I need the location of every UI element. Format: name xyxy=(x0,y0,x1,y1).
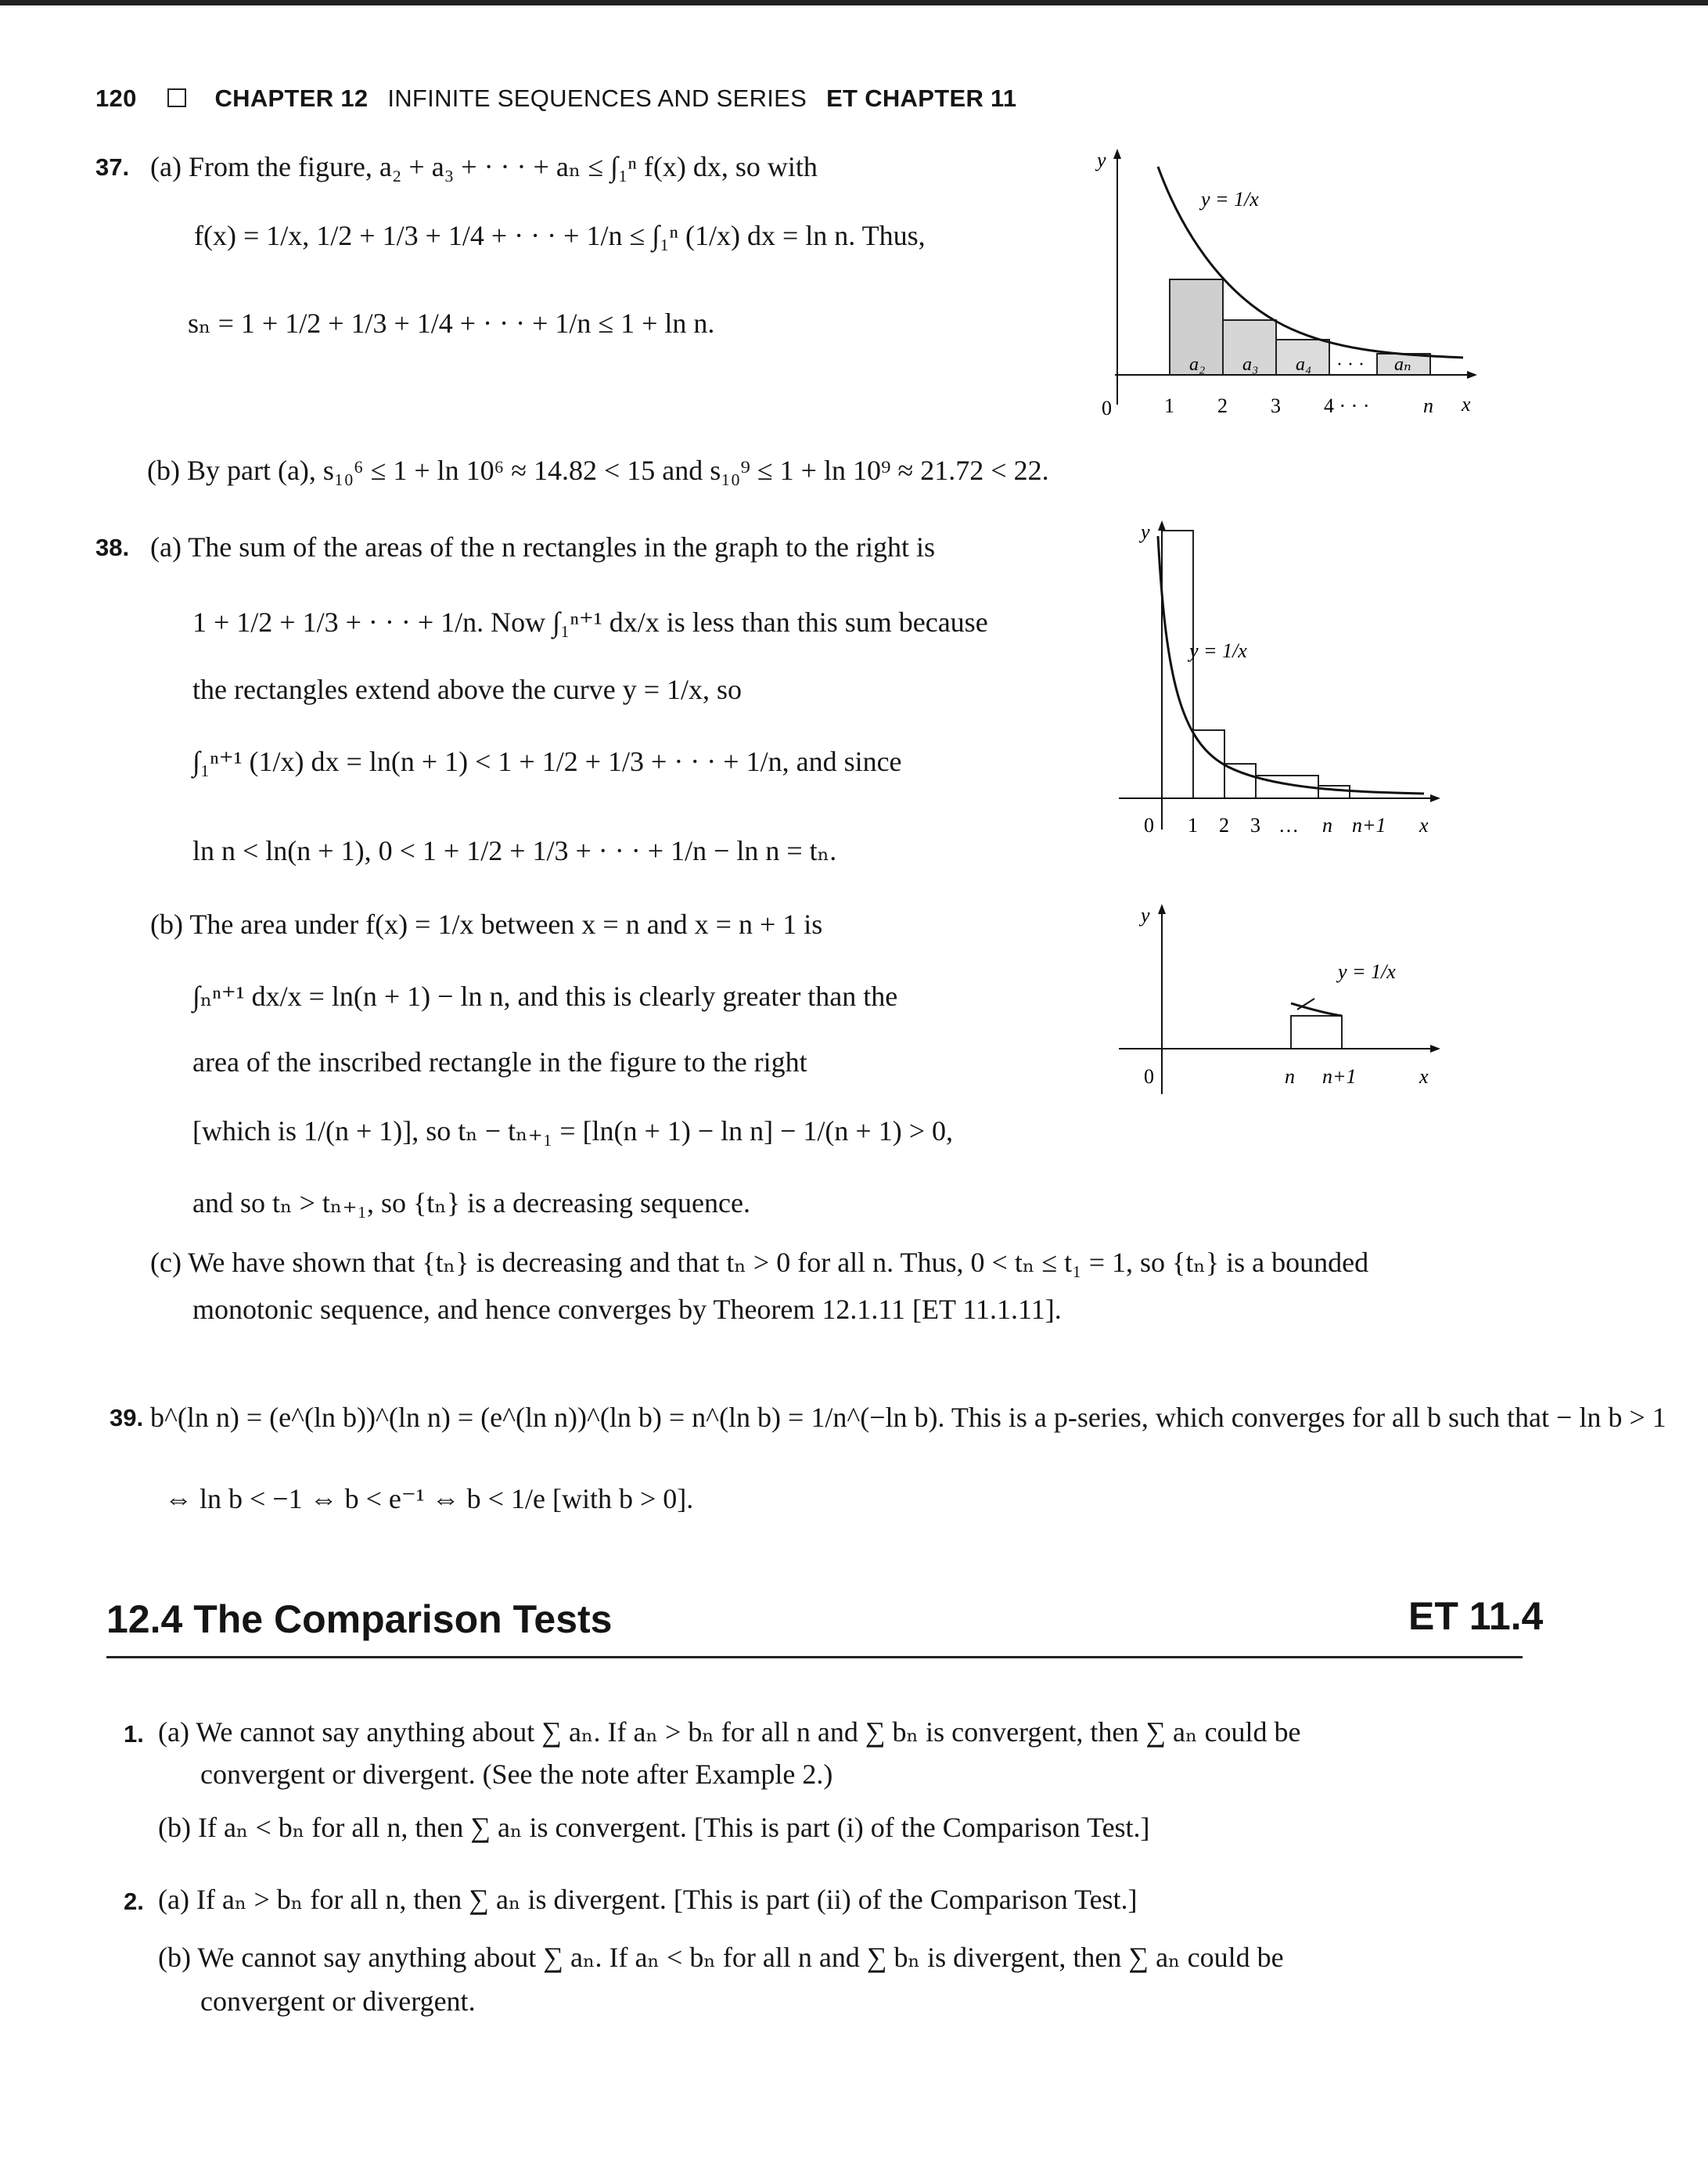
p38-a-line3: the rectangles extend above the curve y = 1/x, so xyxy=(192,674,743,705)
top-rule xyxy=(0,0,1708,5)
running-header xyxy=(95,85,1016,113)
p38-a-line5: ln n < ln(n + 1), 0 < 1 + 1/2 + 1/3 + · · · + 1/n − ln n = tₙ. xyxy=(192,835,837,866)
exercise-number-2: 2. xyxy=(124,1888,144,1915)
section-title: 12.4 The Comparison Tests xyxy=(106,1597,613,1641)
fig2-y-label: y xyxy=(1141,520,1150,543)
fig3-x-label: x xyxy=(1419,1065,1429,1088)
et-chapter-label: ET CHAPTER 11 xyxy=(826,85,1017,112)
s2-b-line1: (b) We cannot say anything about ∑ aₙ. If aₙ < bₙ for all n and ∑ bₙ is divergent, then ∑ aₙ could be xyxy=(158,1942,1284,1973)
p37-a-line2: f(x) = 1/x, 1/2 + 1/3 + 1/4 + · · · + 1/n ≤ ∫₁ⁿ (1/x) dx = ln n. Thus, xyxy=(194,220,926,251)
problem-number-37: 37. xyxy=(95,153,130,181)
p37-b-line: (b) By part (a), s₁₀⁶ ≤ 1 + ln 10⁶ ≈ 14.82 < 15 and s₁₀⁹ ≤ 1 + ln 10⁹ ≈ 21.72 < 22. xyxy=(147,455,1049,486)
chapter-title: INFINITE SEQUENCES AND SERIES xyxy=(387,85,807,112)
fig1-label-an: aₙ xyxy=(1394,355,1411,375)
p38-a-line1: (a) The sum of the areas of the n rectangles in the graph to the right is xyxy=(150,531,936,563)
p38-a-line2: 1 + 1/2 + 1/3 + · · · + 1/n. Now ∫₁ⁿ⁺¹ dx/x is less than this sum because xyxy=(192,607,988,638)
problem-number-38: 38. xyxy=(95,534,130,561)
fig2-rectangles xyxy=(1162,531,1350,798)
fig2-x-label: x xyxy=(1419,814,1429,837)
problem-number-39: 39. xyxy=(110,1404,144,1431)
s2-a-line: (a) If aₙ > bₙ for all n, then ∑ aₙ is divergent. [This is part (ii) of the Comparison Test.] xyxy=(158,1884,1138,1915)
p37-a-line3: sₙ = 1 + 1/2 + 1/3 + 1/4 + · · · + 1/n ≤ 1 + ln n. xyxy=(188,308,715,339)
fig2-origin: 0 xyxy=(1144,814,1154,837)
p38-c-line2: monotonic sequence, and hence converges by Theorem 12.1.11 [ET 11.1.11]. xyxy=(192,1294,1062,1325)
s1-b-line: (b) If aₙ < bₙ for all n, then ∑ aₙ is convergent. [This is part (i) of the Comparison Test.] xyxy=(158,1812,1150,1843)
square-icon xyxy=(167,88,186,107)
p38-b-line1: (b) The area under f(x) = 1/x between x = n and x = n + 1 is xyxy=(150,909,823,940)
fig3-tick-n: n xyxy=(1285,1065,1295,1088)
fig3-curve-label: y = 1/x xyxy=(1338,960,1396,983)
figure-1-integral-test xyxy=(1072,145,1479,430)
fig1-label-a2: a₂ xyxy=(1189,355,1206,375)
fig2-tick-n: n xyxy=(1322,814,1332,837)
fig1-origin: 0 xyxy=(1102,397,1112,419)
figure-3-inscribed-rectangle xyxy=(1103,900,1463,1100)
p37-a-line1: (a) From the figure, a₂ + a₃ + · · · + aₙ ≤ ∫₁ⁿ f(x) dx, so with xyxy=(150,151,818,182)
fig3-tick-n1: n+1 xyxy=(1322,1065,1357,1088)
fig1-tick-4: 4 · · · xyxy=(1324,394,1370,417)
fig1-x-label: x xyxy=(1462,393,1471,416)
fig2-rect-3 xyxy=(1224,764,1256,798)
p38-b-line4: [which is 1/(n + 1)], so tₙ − tₙ₊₁ = [ln(n + 1) − ln n] − 1/(n + 1) > 0, xyxy=(192,1115,954,1147)
p38-b-line3: area of the inscribed rectangle in the figure to the right xyxy=(192,1046,807,1078)
fig2-tick-1: 1 xyxy=(1188,814,1198,837)
fig2-tick-2: 2 xyxy=(1219,814,1229,837)
figure-2-harmonic-rectangles xyxy=(1103,517,1463,837)
fig2-curve xyxy=(1158,536,1424,794)
fig1-tick-n: n xyxy=(1423,394,1433,417)
fig1-curve-label: y = 1/x xyxy=(1201,188,1259,211)
p38-c-line1: (c) We have shown that {tₙ} is decreasing and that tₙ > 0 for all n. Thus, 0 < tₙ ≤ t₁ = 1, so {tₙ} is a bounded xyxy=(150,1247,1369,1278)
fig1-tick-2: 2 xyxy=(1217,394,1228,417)
page-number: 120 xyxy=(95,85,137,112)
exercise-number-1: 1. xyxy=(124,1720,144,1748)
p38-a-line4: ∫₁ⁿ⁺¹ (1/x) dx = ln(n + 1) < 1 + 1/2 + 1/3 + · · · + 1/n, and since xyxy=(192,746,902,777)
p39-line1: b^(ln n) = (e^(ln b))^(ln n) = (e^(ln n))^(ln b) = n^(ln b) = 1/n^(−ln b). This is a p-series, which converges for all b such that − ln b > 1 xyxy=(150,1402,1667,1433)
fig2-tick-dots: … xyxy=(1278,814,1299,837)
fig1-label-dots: · · · xyxy=(1336,355,1365,375)
s2-b-line2: convergent or divergent. xyxy=(200,1985,476,2017)
p38-b-line2: ∫ₙⁿ⁺¹ dx/x = ln(n + 1) − ln n, and this is clearly greater than the xyxy=(192,981,898,1012)
fig1-label-a3: a₃ xyxy=(1242,355,1259,375)
fig1-y-label: y xyxy=(1097,149,1106,171)
fig1-label-a4: a₄ xyxy=(1296,355,1312,375)
section-et-label: ET 11.4 xyxy=(1408,1594,1544,1638)
s1-a-line2: convergent or divergent. (See the note after Example 2.) xyxy=(200,1759,833,1790)
fig3-y-label: y xyxy=(1141,904,1150,927)
p39-line2: ⇔ ln b < −1 ⇔ b < e⁻¹ ⇔ b < 1/e [with b > 0]. xyxy=(164,1483,694,1514)
fig2-tick-3: 3 xyxy=(1250,814,1260,837)
chapter-label: CHAPTER 12 xyxy=(214,85,369,112)
fig2-rect-1 xyxy=(1162,531,1193,798)
section-rule xyxy=(106,1656,1523,1658)
fig2-tick-n1: n+1 xyxy=(1352,814,1386,837)
fig1-tick-3: 3 xyxy=(1271,394,1281,417)
fig1-tick-1: 1 xyxy=(1164,394,1174,417)
s1-a-line1: (a) We cannot say anything about ∑ aₙ. If aₙ > bₙ for all n and ∑ bₙ is convergent, then ∑ aₙ could be xyxy=(158,1716,1301,1748)
fig2-curve-label: y = 1/x xyxy=(1189,639,1247,662)
fig3-inscribed-rect xyxy=(1291,1016,1342,1049)
fig3-origin: 0 xyxy=(1144,1065,1154,1088)
p38-b-line5: and so tₙ > tₙ₊₁, so {tₙ} is a decreasing sequence. xyxy=(192,1187,750,1219)
